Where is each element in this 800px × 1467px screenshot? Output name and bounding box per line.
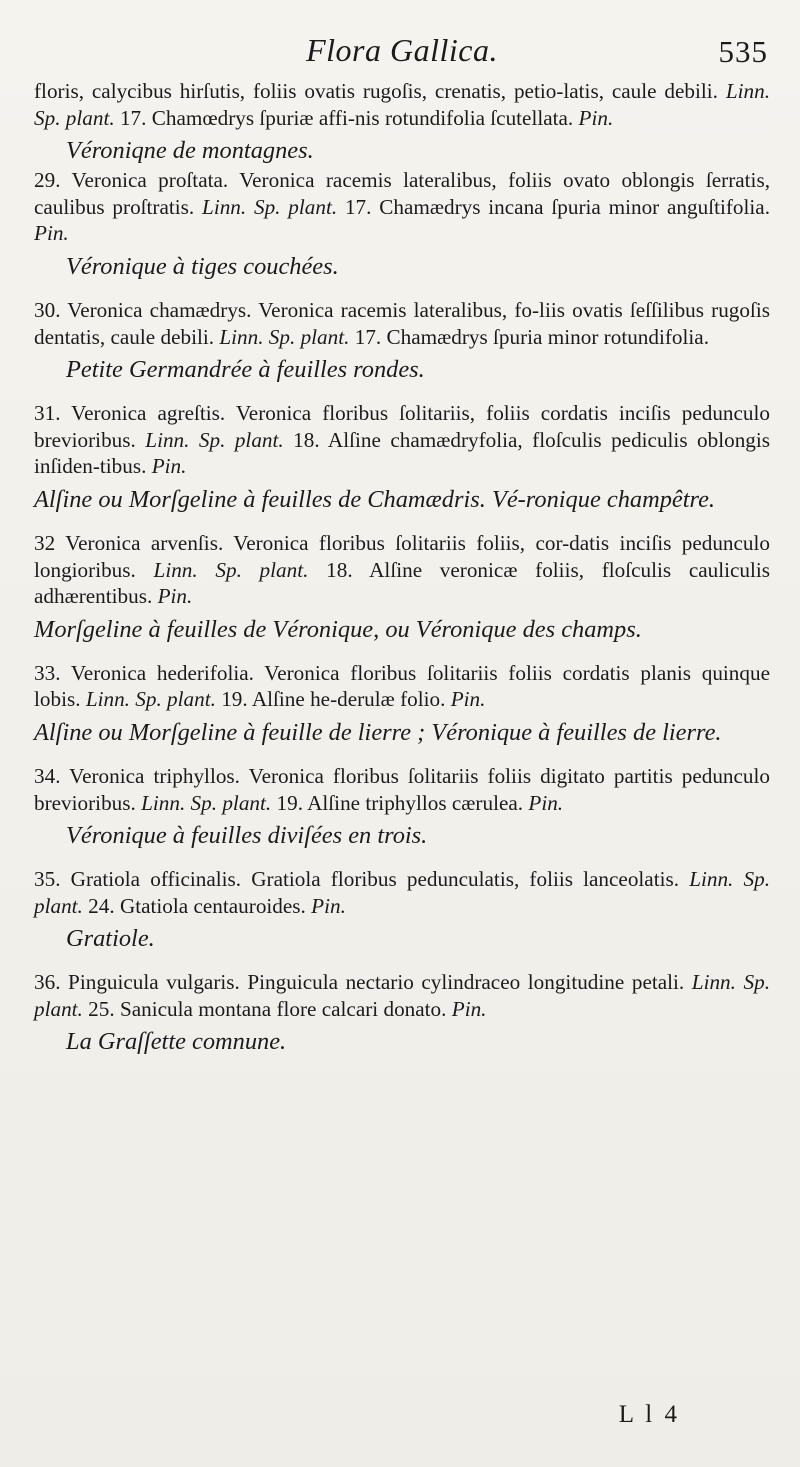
linnaeus-ref: Linn. Sp. plant. [202,194,338,219]
continuation-entry [34,78,770,167]
latin-description [34,167,770,247]
latin-text: 32 Veronica arvenſis. Veronica floribus ſolitariis foliis, cor-datis inciſis pedunculo longioribus. [34,530,770,582]
latin-description [34,297,770,350]
latin-description [34,763,770,816]
species-entry [34,400,770,516]
pin-ref: Pin. [450,687,486,712]
species-entry [34,167,770,283]
latin-text: 34. Veronica triphyllos. Veronica floribus ſolitariis foliis digitato partitis pedunculo brevioribus. [34,763,770,815]
latin-text: 33. Veronica hederifolia. Veronica floribus ſolitariis foliis cordatis planis quinque lobis. [34,660,770,712]
pin-ref: Pin. [578,105,614,130]
latin-text-cont: 19. Alſine he-derulæ folio. [221,687,446,712]
latin-text: floris, calycibus hirſutis, foliis ovatis rugoſis, crenatis, petio-latis, caule debili. [34,79,718,103]
latin-text: 31. Veronica agreſtis. Veronica floribus ſolitariis, foliis cordatis inciſis pedunculo brevioribus. [34,401,770,452]
french-name: Véronique à tiges couchées. [66,252,339,280]
pin-ref: Pin. [34,221,69,246]
french-name: Véronique à feuilles diviſées en trois. [66,822,428,850]
latin-text: 35. Gratiola officinalis. Gratiola floribus pedunculatis, foliis lanceolatis. [34,867,680,892]
latin-text: 29. Veronica proſtata. Veronica racemis lateralibus, foliis ovato oblongis ſerratis, caulibus proſtratis. [34,168,770,219]
latin-description [34,660,770,713]
linnaeus-ref: Linn. Sp. plant. [34,867,771,918]
latin-description [34,78,770,131]
latin-description [34,530,770,610]
pin-ref: Pin. [528,790,564,815]
linnaeus-ref: Linn. Sp. plant. [85,687,216,712]
french-name: Véroniqne de montagnes. [66,137,314,165]
pin-ref: Pin. [311,893,346,918]
latin-text-cont: 17. Chamædrys ſpuria minor rotundifolia. [354,324,709,349]
french-name: Gratiole. [66,925,155,953]
latin-text: 36. Pinguicula vulgaris. Pinguicula nectario cylindraceo longitudine petali. [34,970,685,995]
latin-description [34,866,770,919]
signature-mark: L l 4 [618,1401,680,1428]
latin-text-cont: 25. Sanicula montana flore calcari donato. [88,996,447,1021]
latin-text-cont: 17. Chamœdrys ſpuriæ affi-nis rotundifolia ſcutellata. [119,105,574,130]
pin-ref: Pin. [451,996,487,1021]
species-entry [34,866,770,955]
species-entry [34,297,770,386]
species-entry [34,763,770,852]
linnaeus-ref: Linn. Sp. plant. [145,427,284,452]
page-number: 535 [718,34,768,69]
linnaeus-ref: Linn. Sp. plant. [219,324,350,349]
french-name: Alſine ou Morſgeline à feuille de lierre ; Véronique à feuilles de lierre. [34,718,722,746]
species-entry [34,660,770,749]
species-entry [34,969,770,1058]
latin-description [34,969,770,1022]
latin-text-cont: 24. Gtatiola centauroides. [88,893,306,918]
entries-list [34,167,770,1058]
linnaeus-ref: Linn. Sp. plant. [141,790,272,815]
running-title: Flora Gallica. [306,32,498,68]
french-name: Morſgeline à feuilles de Véronique, ou Véronique des champs. [34,615,642,643]
french-name: Alſine ou Morſgeline à feuilles de Chamædris. Vé-ronique champêtre. [34,485,716,513]
french-name: La Graſſette comnune. [66,1028,287,1056]
linnaeus-ref: Linn. Sp. plant. [153,557,309,582]
species-entry [34,530,770,646]
latin-text-cont: 19. Alſine triphyllos cærulea. [276,790,524,815]
french-name: Petite Germandrée à feuilles rondes. [66,356,425,384]
latin-text: 30. Veronica chamædrys. Veronica racemis lateralibus, fo-liis ovatis ſeſſilibus rugoſis dentatis, caule debili. [34,297,770,349]
latin-text-cont: 18. Alſine chamædryfolia, floſculis pediculis oblongis inſiden-tibus. [34,427,771,479]
pin-ref: Pin. [157,584,193,609]
latin-text-cont: 17. Chamædrys incana ſpuria minor anguſtifolia. [344,194,770,219]
linnaeus-ref: Linn. Sp. plant. [34,970,771,1021]
latin-description [34,400,770,480]
linnaeus-ref: Linn. Sp. plant. [34,79,771,130]
latin-text-cont: 18. Alſine veronicæ foliis, floſculis cauliculis adhærentibus. [34,557,771,609]
pin-ref: Pin. [151,454,187,479]
page-header [34,28,770,78]
